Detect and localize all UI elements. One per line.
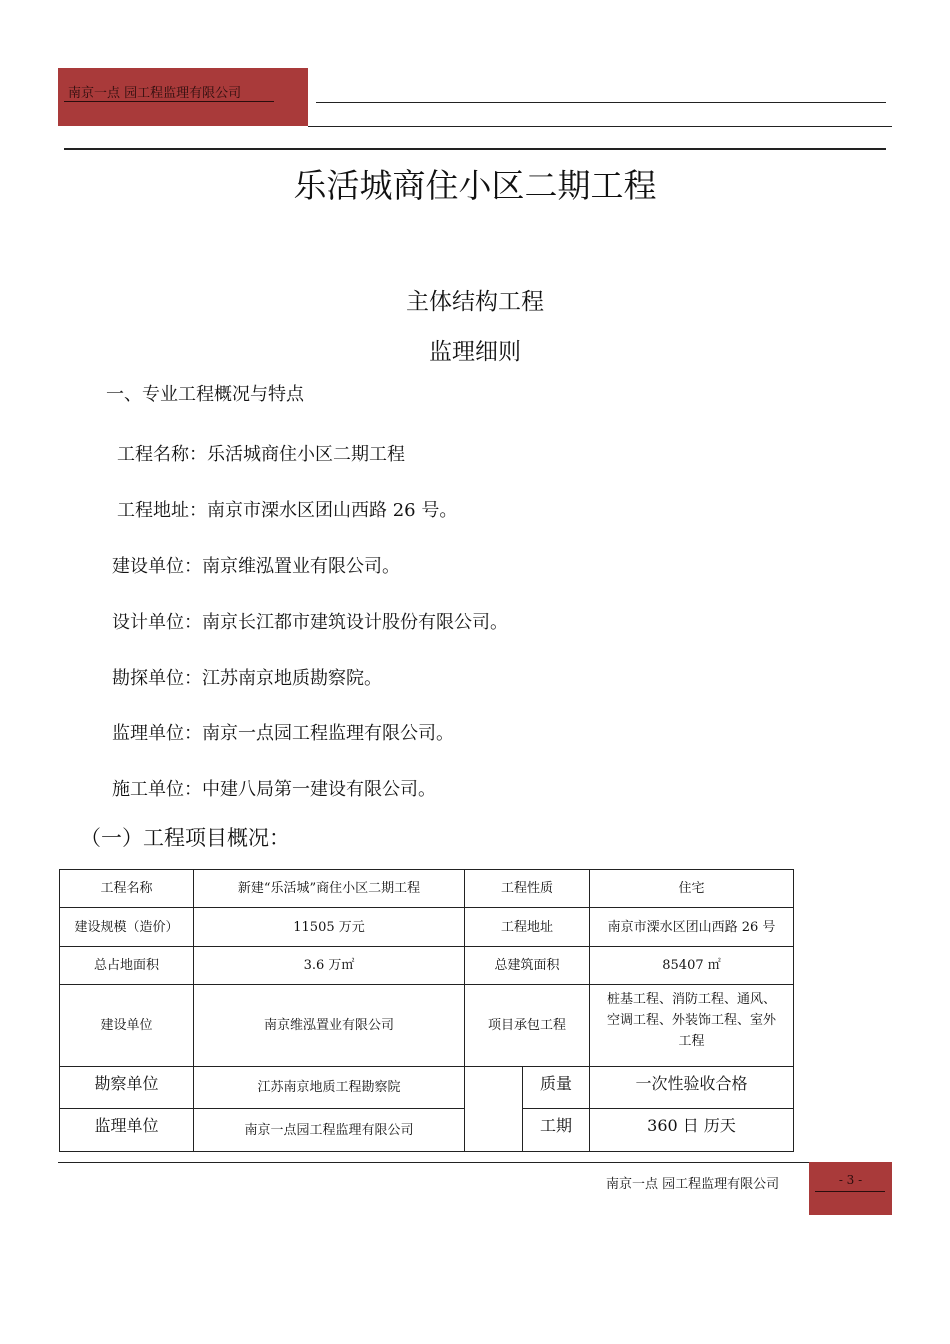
table-cell: 工程地址 [465, 908, 590, 947]
table-cell: 一次性验收合格 [590, 1067, 794, 1109]
table-row [60, 1067, 794, 1109]
page-number: - 3 - [838, 1173, 863, 1187]
table-cell: 11505 万元 [194, 908, 465, 947]
table-cell: 质量 [523, 1067, 590, 1109]
header-company-name: 南京一点 园工程监理有限公司 [68, 86, 242, 101]
info-supervisor: 监理单位：南京一点园工程监理有限公司。 [112, 723, 454, 744]
document-subtitle-2: 监理细则 [429, 339, 521, 365]
table-cell: 江苏南京地质工程勘察院 [194, 1067, 465, 1109]
table-cell: 住宅 [590, 870, 794, 908]
header-company-underline [64, 101, 274, 102]
table-cell: 勘察单位 [60, 1067, 194, 1109]
table-row [60, 870, 794, 908]
table-cell-empty [465, 1067, 523, 1152]
header-rule-2 [308, 126, 892, 127]
page-number-underline [815, 1191, 885, 1192]
table-cell: 85407 ㎡ [590, 947, 794, 985]
info-designer: 设计单位：南京长江都市建筑设计股份有限公司。 [112, 612, 508, 633]
table-cell: 建设规模（造价） [60, 908, 194, 947]
table-cell: 项目承包工程 [465, 985, 590, 1067]
table-cell: 监理单位 [60, 1109, 194, 1152]
info-project-address: 工程地址：南京市溧水区团山西路 26 号。 [117, 500, 458, 521]
info-contractor: 施工单位：中建八局第一建设有限公司。 [112, 779, 436, 800]
table-cell: 3.6 万㎡ [194, 947, 465, 985]
table-cell: 总建筑面积 [465, 947, 590, 985]
table-cell: 工程性质 [465, 870, 590, 908]
table-cell: 新建“乐活城”商住小区二期工程 [194, 870, 465, 908]
footer-company-name: 南京一点 园工程监理有限公司 [606, 1177, 780, 1192]
table-cell: 南京维泓置业有限公司 [194, 985, 465, 1067]
table-cell: 南京一点园工程监理有限公司 [194, 1109, 465, 1152]
table-cell: 360 日 历天 [590, 1109, 794, 1152]
info-developer: 建设单位：南京维泓置业有限公司。 [112, 556, 400, 577]
footer-accent-box [809, 1162, 892, 1215]
document-title: 乐活城商住小区二期工程 [293, 166, 657, 205]
info-survey: 勘探单位：江苏南京地质勘察院。 [112, 668, 382, 689]
table-cell: 工程名称 [60, 870, 194, 908]
header-rule-3 [64, 148, 886, 150]
table-row [60, 1109, 794, 1152]
footer-rule [58, 1162, 809, 1163]
info-project-name: 工程名称：乐活城商住小区二期工程 [117, 444, 405, 465]
table-cell: 建设单位 [60, 985, 194, 1067]
section-heading: 一、专业工程概况与特点 [106, 384, 304, 405]
table-cell: 桩基工程、消防工程、通风、空调工程、外装饰工程、室外工程 [590, 985, 794, 1067]
table-cell: 南京市溧水区团山西路 26 号 [590, 908, 794, 947]
table-cell: 总占地面积 [60, 947, 194, 985]
project-overview-table [59, 869, 794, 1152]
table-row [60, 985, 794, 1067]
document-subtitle-1: 主体结构工程 [406, 289, 544, 315]
table-cell: 工期 [523, 1109, 590, 1152]
table-row [60, 947, 794, 985]
table-row [60, 908, 794, 947]
subsection-heading: （一）工程项目概况： [80, 826, 290, 850]
header-rule-1 [316, 102, 886, 103]
